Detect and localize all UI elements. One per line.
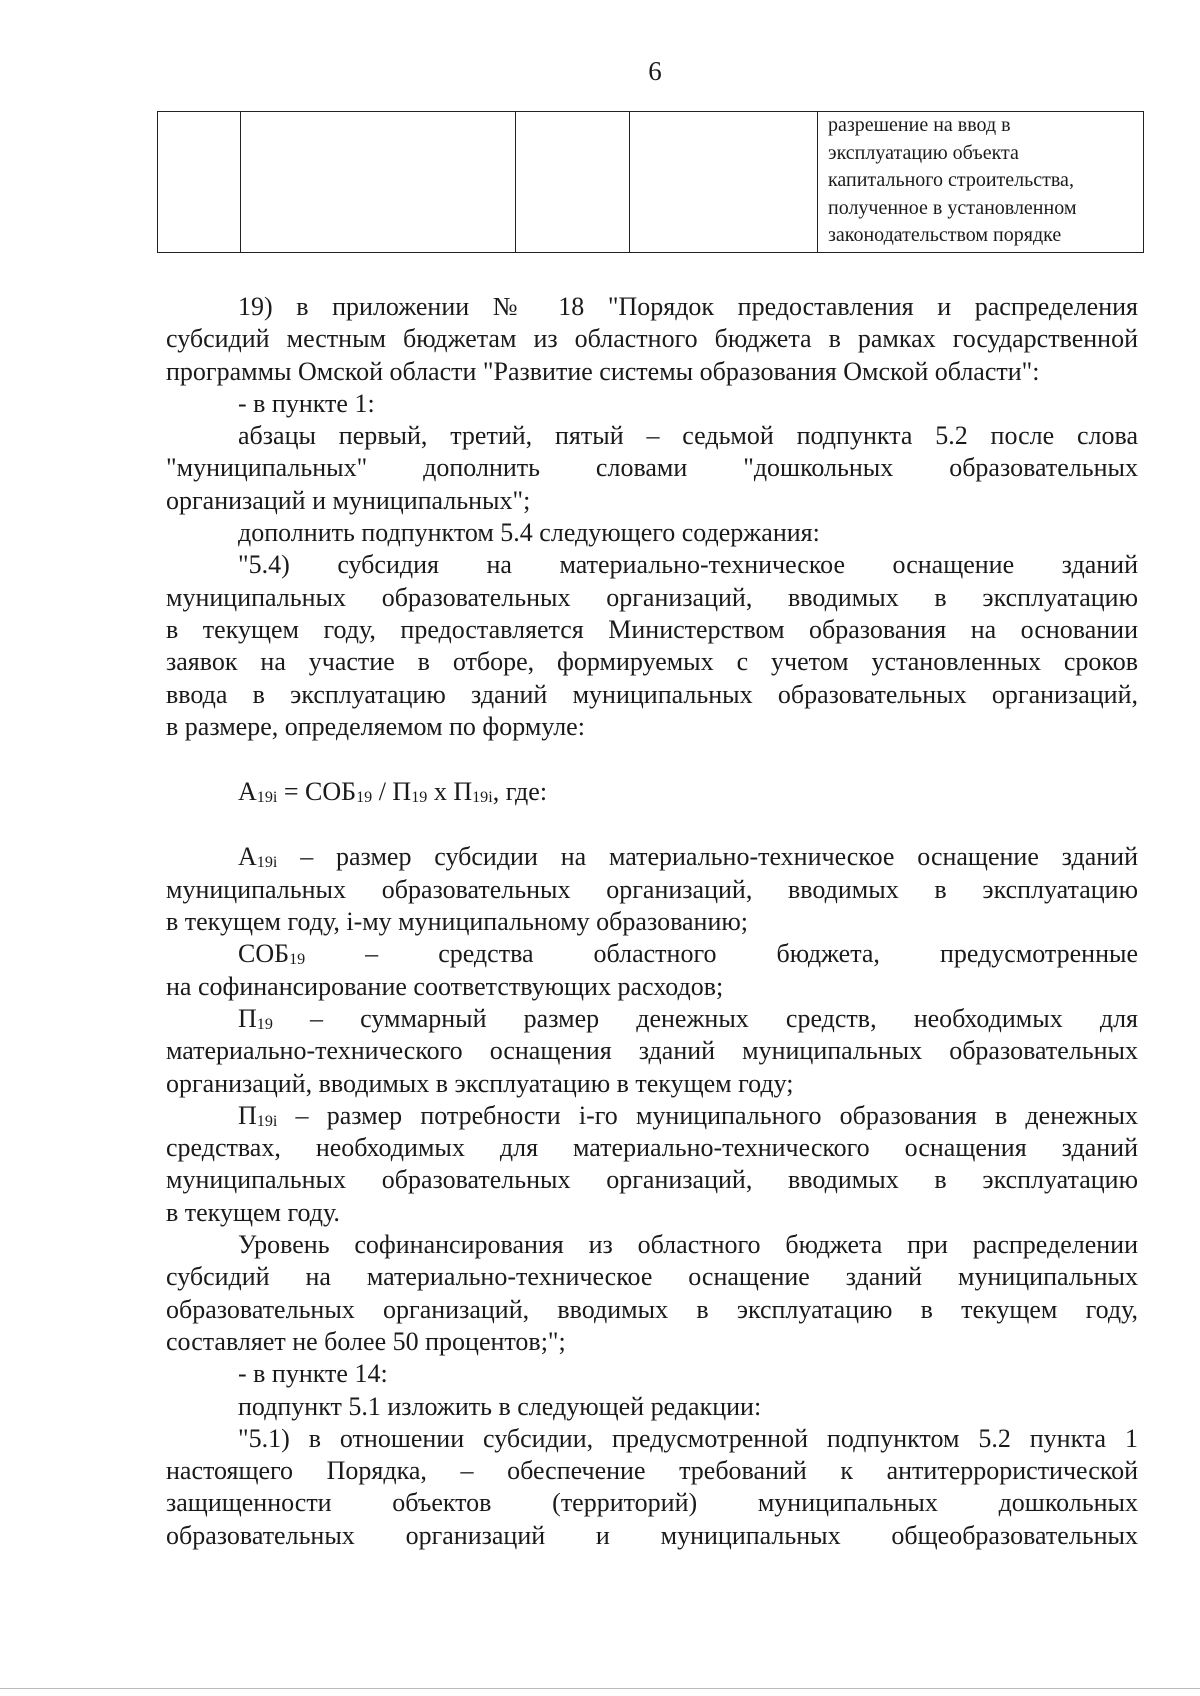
text-line: составляет не более 50 процентов;"; [166, 1326, 566, 1356]
paragraph-5-1 [166, 1423, 1138, 1552]
table-row [158, 112, 1144, 253]
text-line: субсидий на материально-техническое оснащение зданий муниципальных [166, 1262, 1138, 1292]
text-line: настоящего Порядка, – обеспечение требований к антитеррористической [166, 1456, 1138, 1486]
paragraph-cofinancing-level [166, 1229, 1138, 1358]
text-line: материально-технического оснащения зданий муниципальных образовательных [166, 1036, 1138, 1066]
text-line: в текущем году. [166, 1197, 340, 1227]
definition-a19i [166, 841, 1138, 938]
text-line: заявок на участие в отборе, формируемых с учетом установленных сроков [166, 647, 1138, 677]
cell-line: полученное в установленном [828, 196, 1077, 219]
paragraph-sub-5-1: подпункт 5.1 изложить в следующей редакции: [238, 1391, 762, 1421]
text-line: абзацы первый, третий, пятый – седьмой подпункта 5.2 после слова [238, 421, 1138, 451]
text-line: $СОБ_{19}$ – средства областного бюджета, предусмотренные [238, 939, 1138, 969]
text-line: Уровень софинансирования из областного бюджета при распределении [238, 1230, 1138, 1260]
text-line: средствах, необходимых для материально-технического оснащения зданий [166, 1133, 1138, 1163]
text-line: "муниципальных" дополнить словами "дошкольных образовательных [166, 453, 1138, 483]
text-line: защищенности объектов (территорий) муниципальных дошкольных [166, 1488, 1138, 1518]
paragraph-abzacy [166, 420, 1138, 517]
scan-edge-line [0, 1688, 1200, 1689]
text-line: 19) в приложении № 18 "Порядок предоставления и распределения [238, 292, 1138, 321]
subsidy-formula: $А_{19i} = СОБ_{19} / П_{19}$ х $П_{19i}$, где: [238, 777, 548, 807]
table-cell [516, 112, 630, 253]
paragraph-add-5-4: дополнить подпунктом 5.4 следующего содержания: [238, 518, 820, 548]
text-line: $П_{19}$ – суммарный размер денежных средств, необходимых для [238, 1003, 1138, 1033]
text-line: образовательных организаций и муниципальных общеобразовательных [166, 1520, 1138, 1550]
text-line: $А_{19i}$ – размер субсидии на материально-техническое оснащение зданий [238, 842, 1138, 872]
text-line: программы Омской области "Развитие системы образования Омской области": [166, 356, 1040, 386]
paragraph-19 [166, 291, 1138, 388]
page-number: 6 [648, 56, 662, 86]
table-cell [158, 112, 241, 253]
text-line: в текущем году, предоставляется Министерством образования на основании [166, 614, 1138, 644]
definition-p19i [166, 1100, 1138, 1229]
text-line: организаций, вводимых в эксплуатацию в текущем году; [166, 1068, 794, 1098]
cell-line: эксплуатацию объекта [828, 141, 1019, 164]
definition-sob19 [166, 938, 1138, 1003]
paragraph-point-1: - в пункте 1: [238, 388, 375, 418]
cell-line: законодательством порядке [828, 224, 1062, 246]
text-line: организаций и муниципальных"; [166, 485, 531, 515]
text-line: "5.4) субсидия на материально-техническое оснащение зданий [238, 550, 1138, 580]
text-line: субсидий местным бюджетам из областного бюджета в рамках государственной [166, 324, 1138, 354]
table-cell [630, 112, 818, 253]
text-line: образовательных организаций, вводимых в эксплуатацию в текущем году, [166, 1294, 1138, 1324]
text-line: муниципальных образовательных организаций, вводимых в эксплуатацию [166, 1165, 1138, 1195]
definition-p19 [166, 1003, 1138, 1100]
document-body [166, 291, 1138, 1552]
text-line: "5.1) в отношении субсидии, предусмотренной подпунктом 5.2 пункта 1 [238, 1423, 1138, 1453]
text-line: ввода в эксплуатацию зданий муниципальных образовательных организаций, [166, 679, 1138, 709]
table-cell-permit [818, 112, 1144, 253]
paragraph-5-4 [166, 549, 1138, 743]
text-line: $П_{19i}$ – размер потребности i-го муниципального образования в денежных [238, 1100, 1138, 1130]
cell-line: капитального строительства, [828, 169, 1074, 191]
text-line: муниципальных образовательных организаций, вводимых в эксплуатацию [166, 874, 1138, 904]
text-line: муниципальных образовательных организаций, вводимых в эксплуатацию [166, 582, 1138, 612]
cell-line: разрешение на ввод в [828, 114, 1011, 136]
table-cell [241, 112, 516, 253]
continuation-table [157, 111, 1144, 253]
text-line: в текущем году, i-му муниципальному образованию; [166, 907, 749, 937]
text-line: в размере, определяемом по формуле: [166, 711, 585, 741]
text-line: на софинансирование соответствующих расходов; [166, 971, 724, 1001]
paragraph-point-14: - в пункте 14: [238, 1359, 388, 1389]
